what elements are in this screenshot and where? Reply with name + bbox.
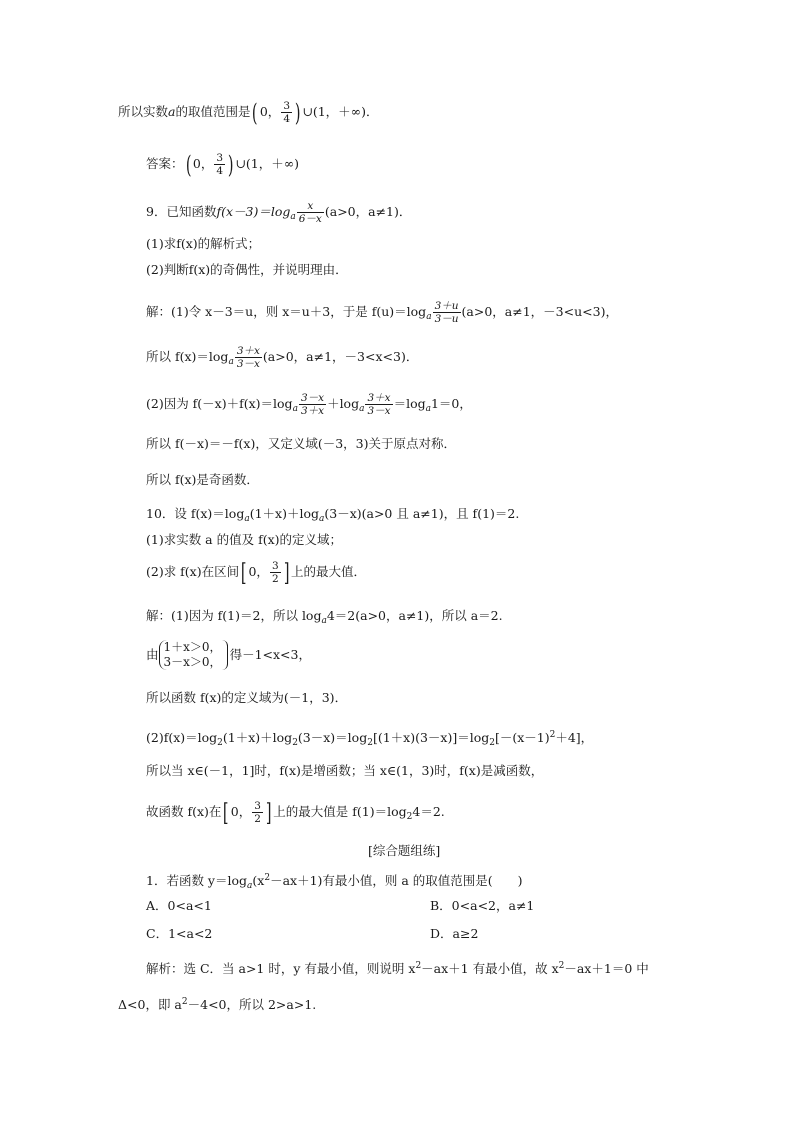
subscript: a [359,404,365,414]
fraction [270,560,281,585]
text: 0， [259,104,281,119]
subscript: 2 [367,738,373,748]
text: －ax＋1 有最小值，故 x [421,961,559,976]
text: 解析：选 C．当 a>1 时，y 有最小值，则说明 x [146,961,416,976]
q10-solution-5: 所以当 x∈(－1，1]时，f(x)是增函数；当 x∈(1，3)时，f(x)是减函数， [146,763,544,778]
denominator: 4 [283,113,290,125]
numerator: 3＋x [236,345,260,357]
q9-solution-4: 所以 f(－x)＝－f(x)，又定义域(－3，3)关于原点对称． [146,436,456,451]
numerator: 3＋u [434,300,459,312]
fraction [235,345,262,370]
numerator: x [297,200,324,213]
left-bracket: [ [223,798,229,827]
right-bracket: ] [265,798,272,827]
q1-solution-1 [146,958,649,977]
superscript: 2 [549,730,556,740]
text: (a>0，a≠1，－3<x<3)． [262,349,419,364]
fraction [297,200,324,225]
text: (3－x)(a>0 且 a≠1)，且 f(1)＝2. [324,506,520,521]
superscript: 2 [415,961,422,971]
system-close [222,640,228,670]
text: (2)f(x)＝log [146,730,218,745]
text: 所以 f(x)＝log [146,349,229,364]
denominator: 2 [254,813,261,825]
text: 解：(1)令 x－3＝u，则 x＝u＋3，于是 f(u)＝log [146,304,427,319]
q9-stem [146,200,411,225]
text: 4＝2(a>0，a≠1)，所以 a＝2. [326,608,503,623]
text: ＋log [327,396,360,411]
text: Δ<0，即 a [118,997,182,1012]
text: 故函数 f(x)在 [146,804,222,819]
text: (2)求 f(x)在区间 [146,564,240,579]
section-title: [综合题组练] [368,843,441,858]
text: 的取值范围是 [175,104,251,119]
system-row: 3－x＞0， [163,655,222,669]
numerator: 3 [283,100,290,112]
subscript: a [319,514,325,524]
left-bracket: [ [240,558,247,587]
right-paren: ) [227,150,234,179]
text: (3－x)＝log [297,730,368,745]
q9-solution-5: 所以 f(x)是奇函数． [146,472,259,487]
text: 9．已知函数 [146,204,217,219]
superscript: 2 [264,873,271,883]
q10-part1: (1)求实数 a 的值及 f(x)的定义域； [146,532,343,547]
text: 1＝0， [430,396,472,411]
text: 得－1<x<3， [229,647,311,662]
var-a: a [168,104,176,119]
text: 上的最大值是 f(1)＝log [273,804,407,819]
left-paren: ( [185,150,192,179]
q1-option-d: D．a≥2 [430,926,479,941]
q9-part2: (2)判断f(x)的奇偶性，并说明理由． [146,262,348,277]
text: 所以实数 [118,104,169,119]
subscript: a [247,881,253,891]
answer-label: 答案： [146,156,184,171]
text: －ax＋1)有最小值，则 a 的取值范围是( ) [270,873,523,888]
right-paren: ) [294,98,301,127]
denominator: 2 [271,573,279,585]
subscript: a [228,357,234,367]
subscript: 2 [292,738,298,748]
q10-solution-1 [146,608,503,629]
q10-part2 [146,560,366,585]
denominator: 3＋x [300,405,325,417]
text: ∪(1，＋∞) [235,156,299,171]
text: (a>0，a≠1，－3<u<3)， [461,304,618,319]
text: 1．若函数 y＝log [146,873,248,888]
text: (1＋x)＋log [249,506,319,521]
numerator: 3＋x [367,392,391,404]
subscript: a [244,514,250,524]
left-bracket: ( [252,98,258,127]
answer-line [146,152,299,177]
q1-option-c: C．1<a<2 [146,926,213,941]
superscript: 2 [181,997,188,1007]
subscript: a [290,212,296,222]
text: 4＝2. [412,804,445,819]
subscript: a [292,404,298,414]
text: 解：(1)因为 f(1)＝2，所以 log [146,608,322,623]
numerator: 3 [271,560,279,572]
denominator: 6－x [298,213,322,225]
fraction [299,392,326,417]
numerator: 3 [254,800,261,812]
q10-solution-4 [146,727,593,751]
text: －ax＋1＝0 中 [564,961,649,976]
numerator: 3－x [300,392,325,404]
text: [－(x－1) [494,730,550,745]
text: 10．设 f(x)＝log [146,506,245,521]
text: (a>0，a≠1)． [324,204,412,219]
text: f(x－3)＝log [216,204,291,219]
q1-option-b: B．0<a<2，a≠1 [430,898,535,913]
text: (2)因为 f(－x)＋f(x)＝log [146,396,293,411]
right-bracket: ] [283,558,290,587]
text: 0， [192,156,214,171]
q9-solution-1 [146,300,618,325]
text: (x [252,873,265,888]
text: 0， [248,564,269,579]
q9-part1: (1)求f(x)的解析式； [146,236,261,251]
q1-solution-2 [118,994,316,1013]
fraction [214,152,225,177]
subscript: 2 [489,738,495,748]
subscript: a [426,312,432,322]
q10-stem [146,506,519,527]
system-row: 1＋x＞0， [163,640,222,654]
fraction [281,100,292,125]
subscript: a [425,404,431,414]
denominator: 3－x [367,405,391,417]
system-brace [159,640,222,670]
subscript: a [321,616,327,626]
text: 由 [146,647,159,662]
q1-option-a: A．0<a<1 [146,898,212,913]
denominator: 3－u [434,313,459,325]
q10-solution-3: 所以函数 f(x)的定义域为(－1，3)． [146,690,348,705]
text: ＝log [393,396,426,411]
fraction [365,392,392,417]
denominator: 3－x [236,358,260,370]
denominator: 4 [216,165,224,177]
text: (1＋x)＋log [222,730,293,745]
q9-solution-3 [146,392,472,417]
subscript: 2 [406,812,413,822]
text: －4<0，所以 2>a>1. [187,997,317,1012]
q10-solution-2 [146,640,311,670]
q9-solution-2 [146,345,418,370]
subscript: 2 [217,738,223,748]
text: 0， [230,804,252,819]
text: ∪(1，＋∞)． [302,104,379,119]
text: 上的最大值． [291,564,367,579]
text: [(1＋x)(3－x)]＝log [372,730,490,745]
q10-solution-6 [146,800,445,825]
range-line [118,100,378,125]
q1-stem [146,870,523,894]
fraction [252,800,263,825]
text: ＋4]， [555,730,594,745]
fraction [433,300,461,325]
superscript: 2 [558,961,565,971]
numerator: 3 [216,152,224,164]
